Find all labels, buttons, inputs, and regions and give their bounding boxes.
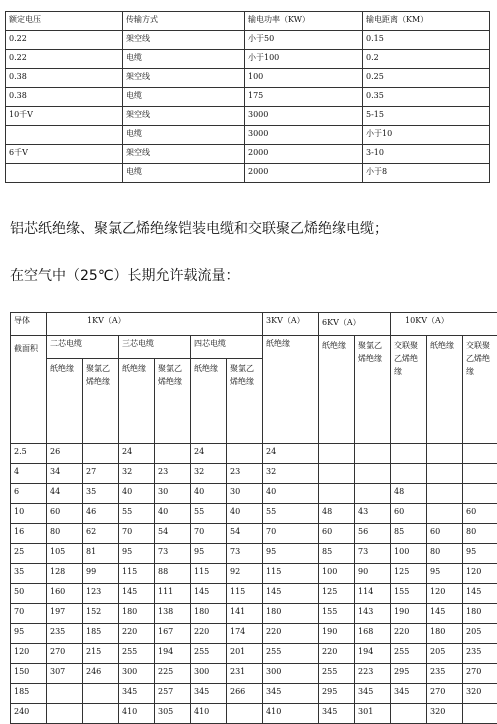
table-cell: 35 [11,564,47,584]
section-heading-cables: 铝芯纸绝缘、聚氯乙烯绝缘铠装电缆和交联聚乙烯绝缘电缆； [10,218,388,238]
table-cell: 223 [355,664,391,684]
table-cell: 215 [83,644,119,664]
table-row [11,604,497,624]
table-cell: 220 [319,644,355,664]
table-cell: 2000 [245,145,363,164]
table-cell: 266 [227,684,263,704]
table-cell: 168 [355,624,391,644]
table-row [6,50,490,69]
table-cell: 123 [83,584,119,604]
table-cell: 143 [355,604,391,624]
header-10kv: 10KV（A） [391,313,497,336]
table-row [11,524,497,544]
table-cell: 225 [155,664,191,684]
table-cell: 架空线 [123,145,245,164]
table-row [11,564,497,584]
table-cell: 3-10 [363,145,490,164]
table-cell [155,444,191,464]
table-cell: 150 [11,664,47,684]
table-row [11,664,497,684]
table-cell: 73 [227,544,263,564]
table-cell: 111 [155,584,191,604]
table-row [11,644,497,664]
table-cell: 40 [227,504,263,524]
table-cell: 410 [119,704,155,724]
table-cell [227,704,263,724]
table-cell: 255 [119,644,155,664]
table-cell: 3000 [245,107,363,126]
table-cell: 95 [191,544,227,564]
table-cell [391,704,427,724]
header-two-core: 二芯电缆 [47,336,119,359]
table-cell: 4 [11,464,47,484]
table-cell: 220 [191,624,227,644]
table-cell: 16 [11,524,47,544]
table-cell: 190 [391,604,427,624]
table-cell [355,444,391,464]
table-cell: 40 [155,504,191,524]
table-cell: 小于50 [245,31,363,50]
table-cell: 0.38 [6,69,123,88]
table-cell: 30 [227,484,263,504]
header-four-core-paper: 纸绝缘 [191,358,227,443]
table-cell: 95 [463,544,497,564]
table-cell: 255 [319,664,355,684]
table-cell: 240 [11,704,47,724]
table-cell: 145 [263,584,319,604]
table-cell: 54 [227,524,263,544]
table-row [11,464,497,484]
table-cell: 电缆 [123,164,245,183]
ampacity-table-body [11,313,497,724]
header-1kv: 1KV（A） [47,313,263,336]
table-row [11,544,497,564]
table-cell: 80 [463,524,497,544]
table-cell: 180 [463,604,497,624]
table-row [6,145,490,164]
table-cell: 0.2 [363,50,490,69]
table-cell: 115 [119,564,155,584]
header-two-core-paper: 纸绝缘 [47,358,83,443]
header-paper-10kv: 纸绝缘 [427,336,463,444]
table-cell [47,704,83,724]
table-cell: 128 [47,564,83,584]
table-cell: 24 [191,444,227,464]
table-cell [463,484,497,504]
header-power: 输电功率（KW） [245,12,363,31]
table-cell: 70 [191,524,227,544]
table-cell: 300 [191,664,227,684]
table-cell: 300 [263,664,319,684]
table-cell: 145 [191,584,227,604]
table-cell: 174 [227,624,263,644]
table-cell: 220 [263,624,319,644]
table-cell [355,484,391,504]
table-cell: 115 [227,584,263,604]
header-6kv: 6KV（A） [319,313,391,336]
table-cell: 205 [427,644,463,664]
table-cell: 32 [263,464,319,484]
table-cell: 81 [83,544,119,564]
table-cell: 95 [11,624,47,644]
table-cell: 180 [191,604,227,624]
table-cell: 55 [191,504,227,524]
table-cell: 115 [191,564,227,584]
table-cell: 345 [191,684,227,704]
table-cell [83,684,119,704]
table-cell: 410 [191,704,227,724]
table-cell: 48 [391,484,427,504]
table-cell: 56 [355,524,391,544]
table-cell: 26 [47,444,83,464]
table-cell: 320 [463,684,497,704]
table-row [11,484,497,504]
table-cell [355,464,391,484]
table-cell: 246 [83,664,119,684]
table-row [11,584,497,604]
table-cell: 70 [11,604,47,624]
table-cell [463,444,497,464]
table-cell: 320 [427,704,463,724]
table-cell: 73 [155,544,191,564]
table-cell [83,704,119,724]
table-cell: 257 [155,684,191,704]
table-cell: 48 [319,504,355,524]
table-cell: 32 [119,464,155,484]
table-cell: 电缆 [123,126,245,145]
table-cell: 92 [227,564,263,584]
table-cell: 155 [319,604,355,624]
table-cell: 345 [319,704,355,724]
header-three-core-paper: 纸绝缘 [119,358,155,443]
table-cell: 55 [263,504,319,524]
header-paper-3kv: 纸绝缘 [263,336,319,444]
table-cell: 345 [263,684,319,704]
table-cell: 99 [83,564,119,584]
header-three-core: 三芯电缆 [119,336,191,359]
table-cell: 3000 [245,126,363,145]
table-cell: 190 [319,624,355,644]
table-cell: 85 [391,524,427,544]
table-cell: 电缆 [123,88,245,107]
table-cell: 345 [355,684,391,704]
table-row [6,31,490,50]
table-cell: 100 [319,564,355,584]
table-cell: 194 [155,644,191,664]
table-cell: 40 [263,484,319,504]
table-row [11,624,497,644]
table-cell: 0.35 [363,88,490,107]
table-cell: 0.15 [363,31,490,50]
table-cell [319,484,355,504]
table-cell: 270 [463,664,497,684]
header-three-core-pvc: 聚氯乙烯绝缘 [155,358,191,443]
table-cell: 2.5 [11,444,47,464]
table-cell [319,464,355,484]
table-cell: 105 [47,544,83,564]
table-cell: 185 [11,684,47,704]
table-cell: 10 [11,504,47,524]
table-cell: 60 [319,524,355,544]
table-cell: 100 [391,544,427,564]
table-cell: 167 [155,624,191,644]
table-cell: 175 [245,88,363,107]
table-cell: 6 [11,484,47,504]
table-cell: 24 [119,444,155,464]
table-cell: 50 [11,584,47,604]
header-cross-section: 截面积 [11,336,47,444]
table-cell: 小于8 [363,164,490,183]
table-cell [47,684,83,704]
table-cell: 120 [463,564,497,584]
table-cell: 120 [11,644,47,664]
table-cell: 152 [83,604,119,624]
table-cell: 60 [463,504,497,524]
table-cell [319,444,355,464]
table-header-row [6,12,490,31]
table-cell: 255 [391,644,427,664]
header-conductor: 导体 [11,313,47,336]
table-cell: 180 [427,624,463,644]
table-cell: 55 [119,504,155,524]
table-cell: 95 [119,544,155,564]
table-cell: 70 [119,524,155,544]
table-cell: 180 [263,604,319,624]
table-cell: 架空线 [123,107,245,126]
table-cell: 90 [355,564,391,584]
table-cell: 141 [227,604,263,624]
header-paper-6kv: 纸绝缘 [319,336,355,444]
table-cell: 295 [391,664,427,684]
table-cell: 6千V [6,145,123,164]
table-cell: 44 [47,484,83,504]
header-xlpe2-10kv: 交联聚乙烯绝缘 [463,336,497,444]
table-cell: 270 [427,684,463,704]
table-cell: 201 [227,644,263,664]
table-cell: 145 [463,584,497,604]
table-cell: 235 [463,644,497,664]
table-cell [227,444,263,464]
table-cell: 160 [47,584,83,604]
header-xlpe-10kv: 交联聚乙烯绝缘 [391,336,427,444]
header-four-core: 四芯电缆 [191,336,263,359]
table-cell: 145 [427,604,463,624]
table-cell: 205 [463,624,497,644]
ampacity-table [10,312,497,724]
table-cell: 194 [355,644,391,664]
table-cell: 24 [263,444,319,464]
table-cell: 23 [227,464,263,484]
table-cell: 301 [355,704,391,724]
table-cell: 0.38 [6,88,123,107]
table-cell: 100 [245,69,363,88]
table-row [6,107,490,126]
table-cell: 0.25 [363,69,490,88]
table-cell: 0.22 [6,50,123,69]
table-cell [391,444,427,464]
table-row [6,164,490,183]
table-cell [463,464,497,484]
table-cell: 25 [11,544,47,564]
table-cell [391,464,427,484]
table-cell: 40 [191,484,227,504]
table-row [11,444,497,464]
header-four-core-pvc: 聚氯乙烯绝缘 [227,358,263,443]
table-cell: 73 [355,544,391,564]
table-cell [427,484,463,504]
table-cell: 2000 [245,164,363,183]
table-cell: 255 [263,644,319,664]
header-transmission-mode: 传输方式 [123,12,245,31]
table-cell: 30 [155,484,191,504]
table-cell: 60 [47,504,83,524]
table-row [6,69,490,88]
table-cell [427,504,463,524]
table-cell [463,704,497,724]
table-cell: 88 [155,564,191,584]
table-cell: 125 [319,584,355,604]
table-cell: 115 [263,564,319,584]
table-cell: 185 [83,624,119,644]
table-cell [6,126,123,145]
transmission-table [5,11,490,183]
table-row [6,126,490,145]
table-cell: 235 [47,624,83,644]
table-cell: 307 [47,664,83,684]
table-cell [427,464,463,484]
table-cell: 32 [191,464,227,484]
table-cell: 197 [47,604,83,624]
table-cell: 23 [155,464,191,484]
table-cell: 85 [319,544,355,564]
table-row [11,704,497,724]
table-cell: 270 [47,644,83,664]
table-header-row [11,336,497,359]
table-cell: 27 [83,464,119,484]
table-cell: 电缆 [123,50,245,69]
table-cell: 5-15 [363,107,490,126]
header-distance: 输电距离（KM） [363,12,490,31]
table-cell: 60 [391,504,427,524]
table-cell: 155 [391,584,427,604]
table-cell: 235 [427,664,463,684]
table-cell: 114 [355,584,391,604]
table-cell: 180 [119,604,155,624]
table-cell: 95 [263,544,319,564]
table-cell: 295 [319,684,355,704]
table-cell: 小于10 [363,126,490,145]
table-cell: 300 [119,664,155,684]
table-row [11,684,497,704]
table-cell: 40 [119,484,155,504]
section-heading-ampacity: 在空气中（25℃）长期允许载流量： [10,265,240,285]
table-cell: 145 [119,584,155,604]
table-cell: 46 [83,504,119,524]
table-cell: 54 [155,524,191,544]
header-3kv: 3KV（A） [263,313,319,336]
table-cell: 34 [47,464,83,484]
table-header-row [11,313,497,336]
table-cell [427,444,463,464]
table-cell: 95 [427,564,463,584]
table-cell: 43 [355,504,391,524]
table-cell: 80 [427,544,463,564]
table-cell: 架空线 [123,31,245,50]
table-cell: 小于100 [245,50,363,69]
table-cell: 345 [391,684,427,704]
table-cell: 80 [47,524,83,544]
table-cell: 架空线 [123,69,245,88]
transmission-table-body [6,12,490,183]
table-cell: 10千V [6,107,123,126]
table-cell: 0.22 [6,31,123,50]
table-cell: 125 [391,564,427,584]
table-cell [6,164,123,183]
table-cell: 305 [155,704,191,724]
table-cell [83,444,119,464]
table-cell: 120 [427,584,463,604]
table-cell: 62 [83,524,119,544]
table-cell: 255 [191,644,227,664]
table-cell: 70 [263,524,319,544]
table-cell: 35 [83,484,119,504]
table-cell: 220 [119,624,155,644]
table-cell: 138 [155,604,191,624]
table-cell: 231 [227,664,263,684]
table-cell: 345 [119,684,155,704]
table-row [6,88,490,107]
header-rated-voltage: 额定电压 [6,12,123,31]
table-row [11,504,497,524]
header-pvc-6kv: 聚氯乙烯绝缘 [355,336,391,444]
table-cell: 410 [263,704,319,724]
header-two-core-pvc: 聚氯乙烯绝缘 [83,358,119,443]
table-cell: 60 [427,524,463,544]
table-cell: 220 [391,624,427,644]
